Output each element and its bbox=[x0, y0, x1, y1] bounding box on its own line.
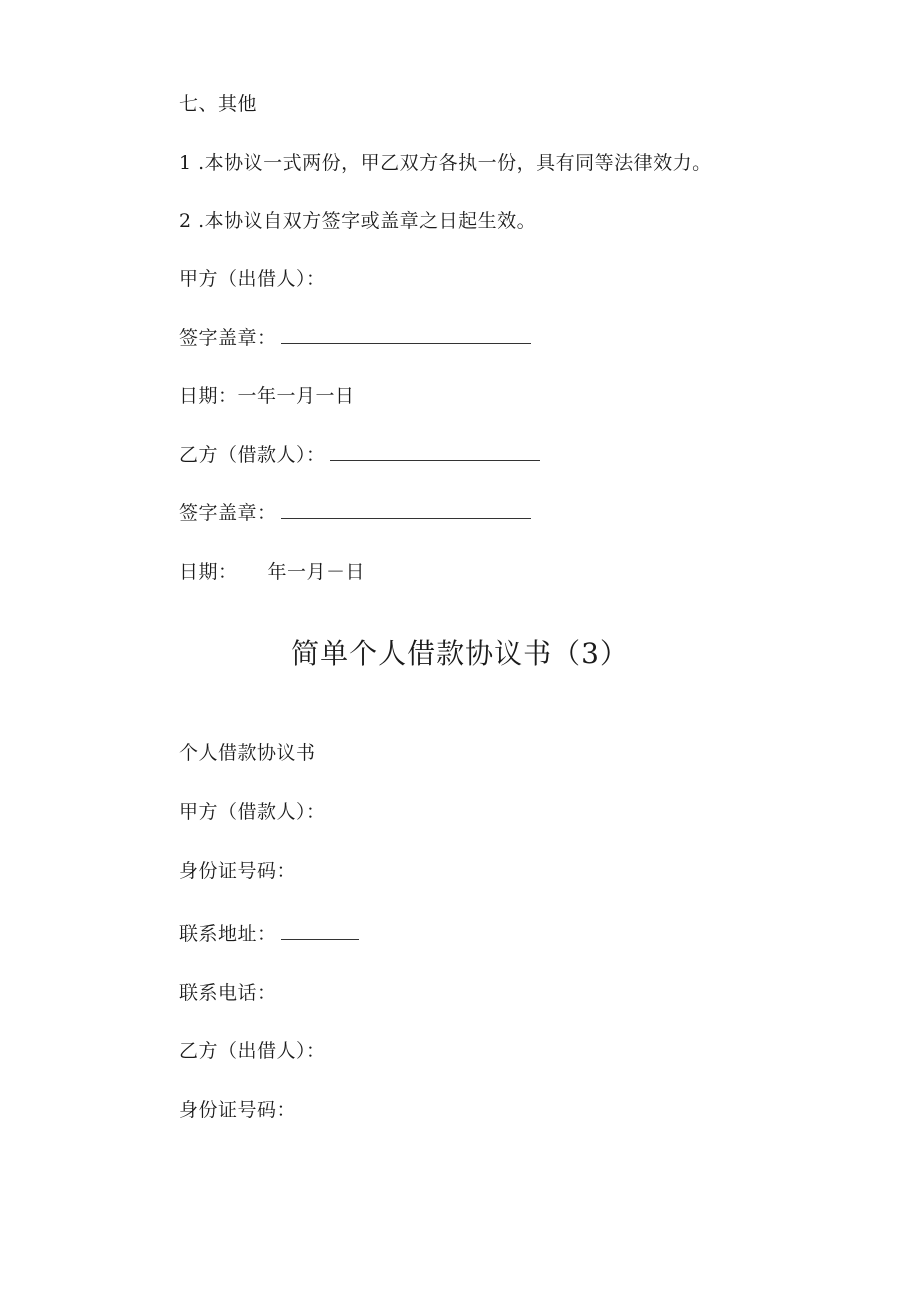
party-b-signature-row bbox=[179, 501, 531, 525]
party-b-label-row bbox=[179, 443, 540, 467]
party-a-date-row bbox=[179, 384, 355, 408]
address-blank bbox=[281, 923, 359, 940]
section-heading: 七、其他 bbox=[179, 93, 258, 115]
address-label: 联系地址： bbox=[179, 923, 277, 945]
date-value: 一年一月一日 bbox=[237, 385, 355, 407]
signature-blank bbox=[281, 327, 531, 344]
party-a-borrower-label: 甲方（借款人）： bbox=[179, 801, 326, 823]
party-b-lender-label: 乙方（出借人）： bbox=[179, 1040, 326, 1062]
party-a-id-label: 身份证号码： bbox=[179, 860, 297, 882]
clause-2: 2 .本协议自双方签字或盖章之日起生效。 bbox=[179, 210, 537, 232]
signature-label: 签字盖章： bbox=[179, 327, 277, 349]
date-value: 年一月－日 bbox=[267, 561, 366, 583]
party-a-phone-label: 联系电话： bbox=[179, 982, 277, 1004]
party-b-label: 乙方（借款人）： bbox=[179, 444, 326, 466]
party-a-address-row bbox=[179, 922, 359, 946]
date-label: 日期： bbox=[179, 561, 238, 583]
party-a-signature-row bbox=[179, 326, 531, 350]
party-a-label: 甲方（出借人）： bbox=[179, 268, 326, 290]
party-b-blank bbox=[330, 444, 540, 461]
signature-blank bbox=[281, 502, 531, 519]
date-label: 日期： bbox=[179, 385, 238, 407]
signature-label: 签字盖章： bbox=[179, 502, 277, 524]
clause-1: 1 .本协议一式两份，甲乙双方各执一份，具有同等法律效力。 bbox=[179, 152, 712, 174]
agreement-title: 简单个人借款协议书（3） bbox=[291, 637, 629, 670]
party-b-id-label: 身份证号码： bbox=[179, 1099, 297, 1121]
agreement-subtitle: 个人借款协议书 bbox=[179, 742, 316, 764]
party-b-date-row bbox=[179, 560, 365, 584]
